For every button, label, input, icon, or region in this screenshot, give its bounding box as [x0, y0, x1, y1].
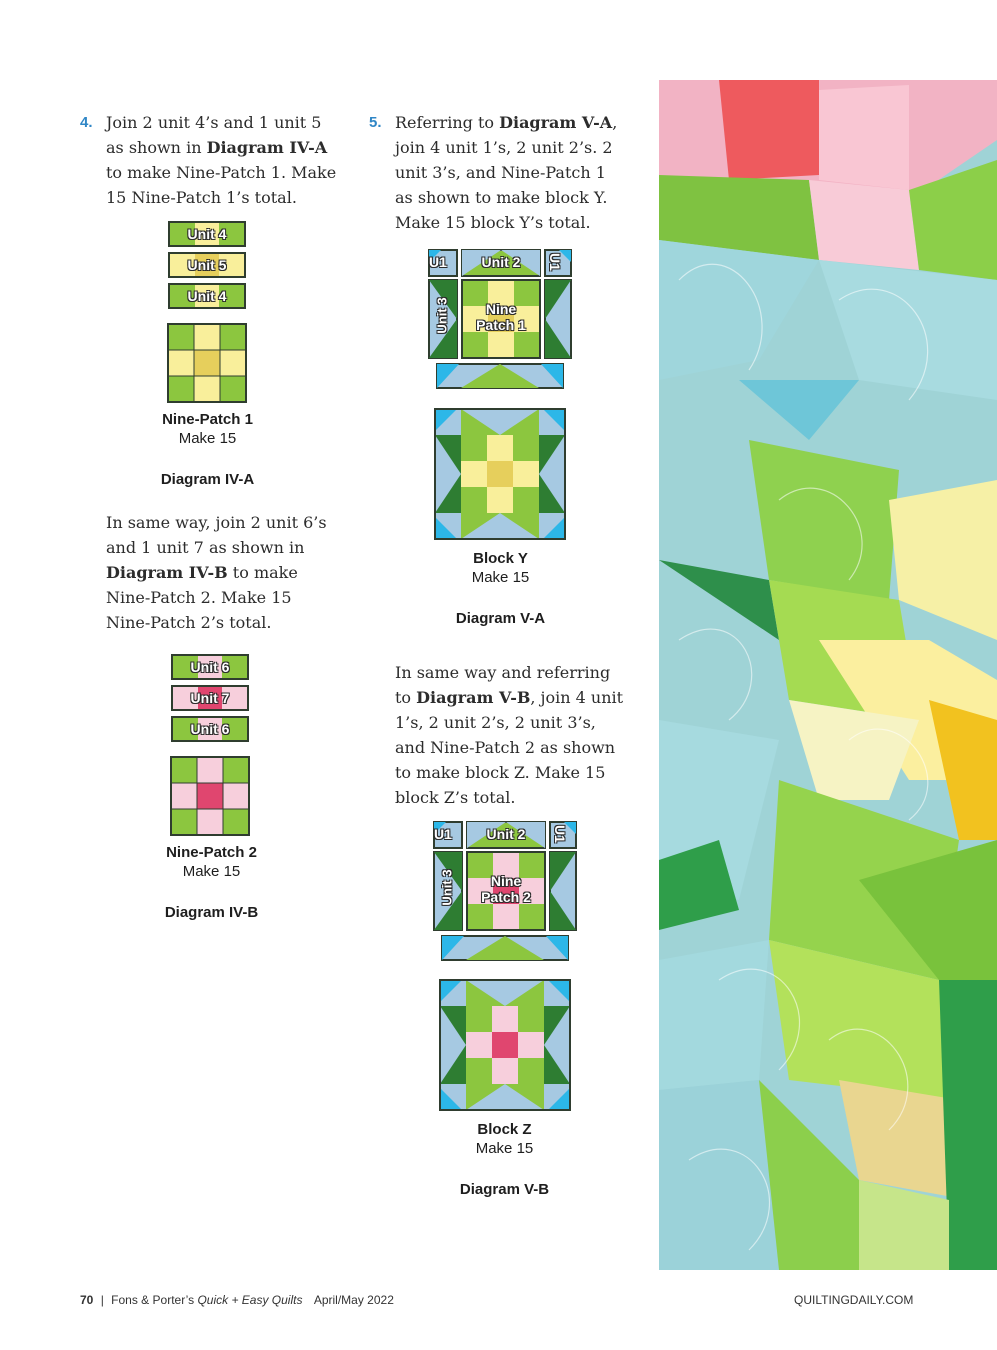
block-y-caption — [413, 549, 588, 587]
unit-2-label: Unit 2 — [486, 826, 526, 842]
step-5-text: Referring to Diagram V-A, join 4 unit 1’s, 2 unit 2’s. 2 unit 3’s, and Nine-Patch 1 as shown to make block Y. Make 15 block Y’s total. — [395, 113, 618, 232]
caption-title: Block Y — [473, 550, 528, 567]
unit-3-right — [550, 852, 576, 930]
unit-2-label: Unit 2 — [481, 254, 521, 270]
website[interactable]: QUILTINGDAILY.COM — [794, 1293, 914, 1307]
diagram-v-b-label: Diagram V-B — [459, 1181, 550, 1198]
caption-title: Nine-Patch 1 — [162, 411, 253, 428]
u1-label-top-left: U1 — [429, 254, 447, 270]
caption-title: Nine-Patch 2 — [166, 844, 257, 861]
caption-make: Make 15 — [182, 863, 241, 880]
nine-patch-1-diagram — [162, 322, 252, 404]
step-5-number: 5. — [369, 114, 382, 131]
step-4b-text: In same way, join 2 unit 6’s and 1 unit 7 as shown in Diagram IV-B to make Nine-Patch 2. Make 15 Nine-Patch 2’s total. — [106, 513, 327, 632]
block-z-diagram — [435, 975, 575, 1115]
diagram-iv-b-label: Diagram IV-B — [164, 904, 259, 921]
unit-3-label: Unit 3 — [439, 869, 455, 906]
caption-make: Make 15 — [178, 430, 237, 447]
u1-label-top-left: U1 — [434, 826, 452, 842]
publisher: Fons & Porter’s — [111, 1293, 195, 1307]
u1-label-top-right: U1 — [551, 825, 568, 843]
caption-make: Make 15 — [471, 569, 530, 586]
nine-patch-2-label: Nine Patch 2 — [481, 873, 531, 905]
step-4-number: 4. — [80, 114, 93, 131]
nine-patch-1-label: Nine Patch 1 — [476, 301, 526, 333]
unit-3-label: Unit 3 — [434, 297, 450, 334]
unit-4-bar-bottom: Unit 4 — [168, 283, 246, 309]
nine-patch-2-diagram — [165, 755, 255, 837]
issue-date: April/May 2022 — [313, 1293, 394, 1307]
u1-label-top-right: U1 — [546, 253, 563, 271]
magazine-title: Quick + Easy Quilts — [197, 1293, 303, 1307]
caption-make: Make 15 — [475, 1140, 534, 1157]
nine-patch-2-caption — [124, 843, 299, 881]
nine-patch-1-caption — [120, 410, 295, 448]
caption-title: Block Z — [477, 1121, 532, 1138]
quilt-photo — [659, 80, 997, 1270]
unit-row-bottom — [442, 936, 568, 960]
diagram-v-a-label: Diagram V-A — [455, 610, 546, 627]
step-4-text: Join 2 unit 4’s and 1 unit 5 as shown in Diagram IV-A to make Nine-Patch 1. Make 15 Nine-Patch 1’s total. — [106, 113, 337, 207]
page-number: 70 — [80, 1293, 94, 1307]
block-z-caption — [417, 1120, 592, 1158]
footer-separator: | — [100, 1293, 104, 1307]
unit-6-bar-bottom: Unit 6 — [171, 716, 249, 742]
step-5b-text: In same way and referring to Diagram V-B, join 4 unit 1’s, 2 unit 2’s, 2 unit 3’s, and Nine-Patch 2 as shown to make block Z. Make 15 block Z’s total. — [395, 663, 624, 807]
unit-6-bar-top: Unit 6 — [171, 654, 249, 680]
block-y-diagram — [430, 404, 570, 544]
unit-4-bar-top: Unit 4 — [168, 221, 246, 247]
diagram-iv-a-label: Diagram IV-A — [160, 471, 255, 488]
unit-7-bar: Unit 7 — [171, 685, 249, 711]
unit-3-right — [545, 280, 571, 358]
footer — [80, 1293, 394, 1307]
unit-row-bottom — [437, 364, 563, 388]
unit-5-bar: Unit 5 — [168, 252, 246, 278]
